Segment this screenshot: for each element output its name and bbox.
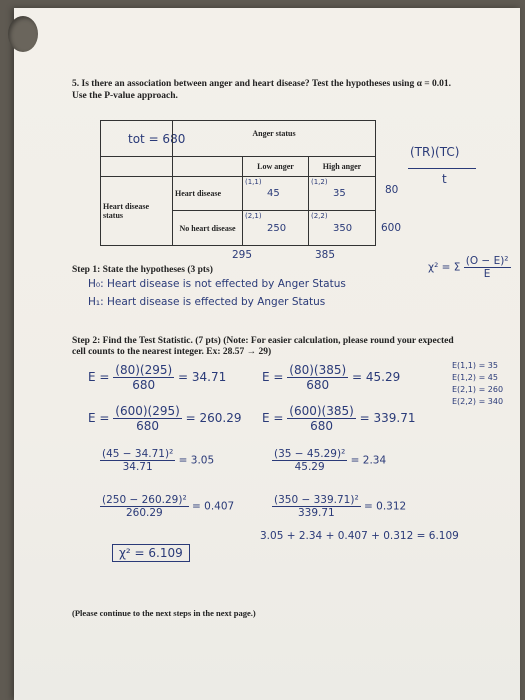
cell-2-2: (2,2) 350: [309, 211, 376, 246]
row-heart-disease: Heart disease: [173, 177, 243, 211]
col-low-anger: Low anger: [243, 157, 309, 177]
empty-cell: [173, 157, 243, 177]
table-corner-2: [101, 157, 173, 177]
formula-bar: [408, 168, 476, 169]
row-total-2: 600: [381, 222, 402, 234]
component-2-1: $\frac{\text{(250 − 260.29)²}}{260.29}$ = 0.407: [102, 494, 235, 519]
question-text: 5. Is there an association between anger and heart disease? Test the hypotheses using α = 0.01.: [72, 79, 452, 89]
cell-1-1: (1,1) 45: [243, 177, 309, 211]
row-group-header: Heart disease status: [101, 177, 173, 246]
chi-square-sum: 3.05 + 2.34 + 0.407 + 0.312 = 6.109: [260, 530, 459, 542]
alt-hypothesis: H₁: Heart disease is effected by Anger Status: [88, 296, 326, 308]
row-no-heart-disease: No heart disease: [173, 211, 243, 246]
expected-1-2: E = $\frac{(80)(385)}{680}$ = 45.29: [262, 363, 401, 392]
step2-note: cell counts to the nearest integer. Ex: 28.57 → 29): [72, 347, 272, 357]
row-total-1: 80: [385, 184, 399, 196]
total-note: tot = 680: [128, 132, 186, 146]
col-total-2: 385: [315, 249, 336, 261]
rounded-e22: E(2,2) = 340: [452, 397, 504, 406]
rounded-e12: E(1,2) = 45: [452, 373, 498, 382]
rounded-e11: E(1,1) = 35: [452, 361, 498, 370]
expected-formula-top: (TR)(TC): [410, 145, 460, 159]
component-1-1: $\frac{\text{(45 − 34.71)²}}{34.71}$ = 3.05: [102, 448, 215, 473]
chi-square-answer: χ² = 6.109: [112, 546, 190, 560]
chi-square-formula: χ² = Σ $\frac{\text{(O − E)²}}{E}$: [428, 255, 509, 280]
null-hypothesis: H₀: Heart disease is not effected by Anger Status: [88, 278, 346, 290]
footer-note: (Please continue to the next steps in the next page.): [72, 608, 256, 618]
table-corner: [101, 121, 173, 157]
component-1-2: $\frac{\text{(35 − 45.29)²}}{45.29}$ = 2.34: [274, 448, 387, 473]
step1-title: Step 1: State the hypotheses (3 pts): [72, 265, 213, 275]
col-high-anger: High anger: [309, 157, 376, 177]
contingency-table: [100, 120, 376, 246]
step2-title: Step 2: Find the Test Statistic. (7 pts) (Note: For easier calculation, please round your expected: [72, 336, 454, 346]
expected-2-1: E = $\frac{(600)(295)}{680}$ = 260.29: [88, 404, 242, 433]
cell-2-1: (2,1) 250: [243, 211, 309, 246]
approach-text: Use the P-value approach.: [72, 91, 178, 101]
expected-2-2: E = $\frac{(600)(385)}{680}$ = 339.71: [262, 404, 416, 433]
hole-punch: [8, 16, 38, 52]
rounded-e21: E(2,1) = 260: [452, 385, 504, 394]
expected-1-1: E = $\frac{(80)(295)}{680}$ = 34.71: [88, 363, 227, 392]
cell-1-2: (1,2) 35: [309, 177, 376, 211]
component-2-2: $\frac{\text{(350 − 339.71)²}}{339.71}$ = 0.312: [274, 494, 407, 519]
col-group-header: Anger status: [173, 121, 376, 157]
col-total-1: 295: [232, 249, 253, 261]
expected-formula-bottom: t: [442, 172, 447, 186]
